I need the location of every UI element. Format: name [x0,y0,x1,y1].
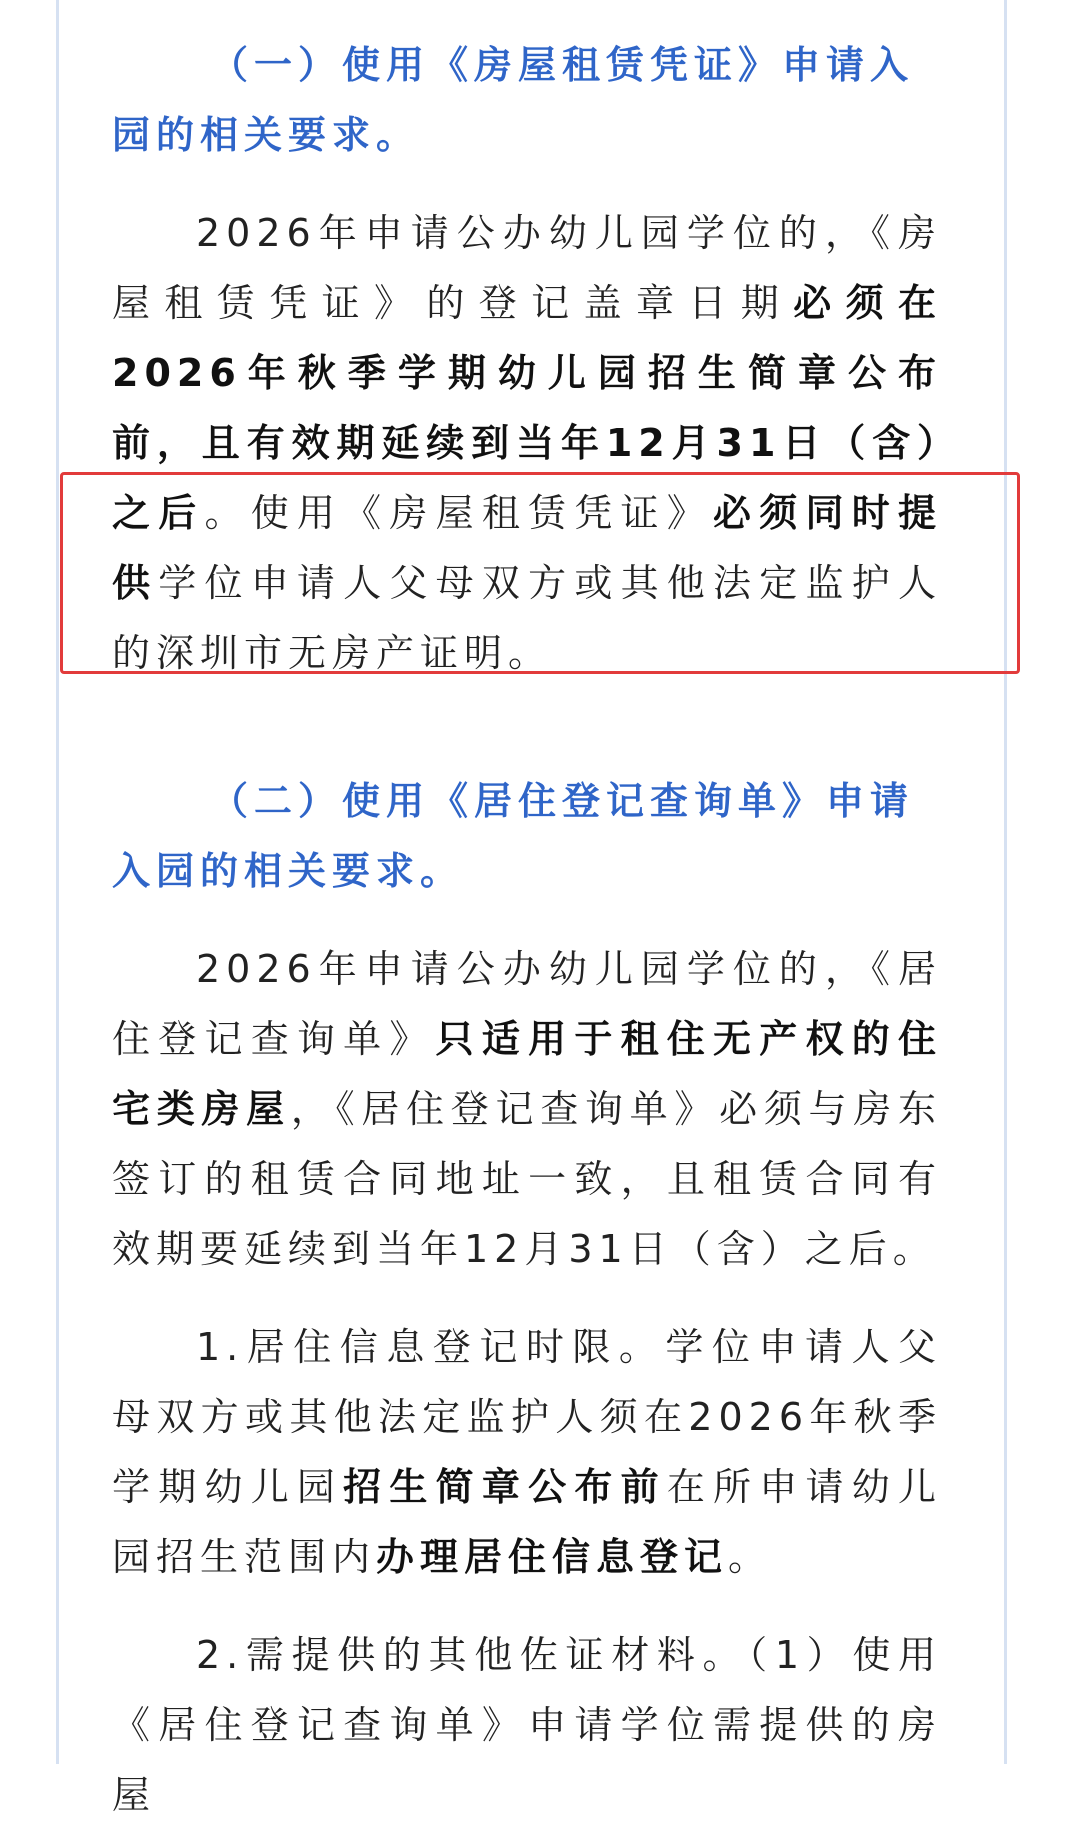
section2-item1 [112,1312,942,1592]
section1-bold-2: 必须同时提供 [112,491,942,605]
item1-text-2: 在所申请幼儿园招生范围内 [112,1465,942,1579]
section1-heading: （一）使用《房屋租赁凭证》申请入园的相关要求。 [112,43,915,157]
section2-paragraph [112,934,942,1284]
item1-bold-1: 招生简章公布前 [343,1465,667,1509]
section1-text-1: 2026年申请公办幼儿园学位的，《房屋租赁凭证》的登记盖章日期 [112,211,942,325]
section1-text-2: 。使用《房屋租赁凭证》 [204,491,714,535]
section2-heading: （二）使用《居住登记查询单》申请入园的相关要求。 [112,779,915,893]
right-frame-line [1004,0,1007,1764]
item1-bold-2: 办理居住信息登记 [376,1535,729,1579]
section1-text-3: 学位申请人父母双方或其他法定监护人的深圳市无房产证明。 [112,561,942,675]
section1-bold-1: 必须在2026年秋季学期幼儿园招生简章公布前，且有效期延续到当年12月31日（含）之后 [112,281,942,535]
item1-text-1: 1.居住信息登记时限。学位申请人父母双方或其他法定监护人须在2026年秋季学期幼儿园 [112,1325,942,1509]
section1-paragraph [112,198,942,688]
item2-text-1: 2.需提供的其他佐证材料。（1）使用《居住登记查询单》申请学位需提供的房屋 [112,1633,942,1817]
section2-item2 [112,1620,942,1830]
section2-text-1: 2026年申请公办幼儿园学位的，《居住登记查询单》 [112,947,942,1061]
item1-text-3: 。 [728,1535,773,1579]
left-frame-line [56,0,59,1764]
section2-text-2: ，《居住登记查询单》必须与房东签订的租赁合同地址一致，且租赁合同有效期要延续到当年12月31日（含）之后。 [112,1087,942,1271]
article-body [112,30,942,1830]
section2-bold-1: 只适用于租住无产权的住宅类房屋 [112,1017,942,1131]
